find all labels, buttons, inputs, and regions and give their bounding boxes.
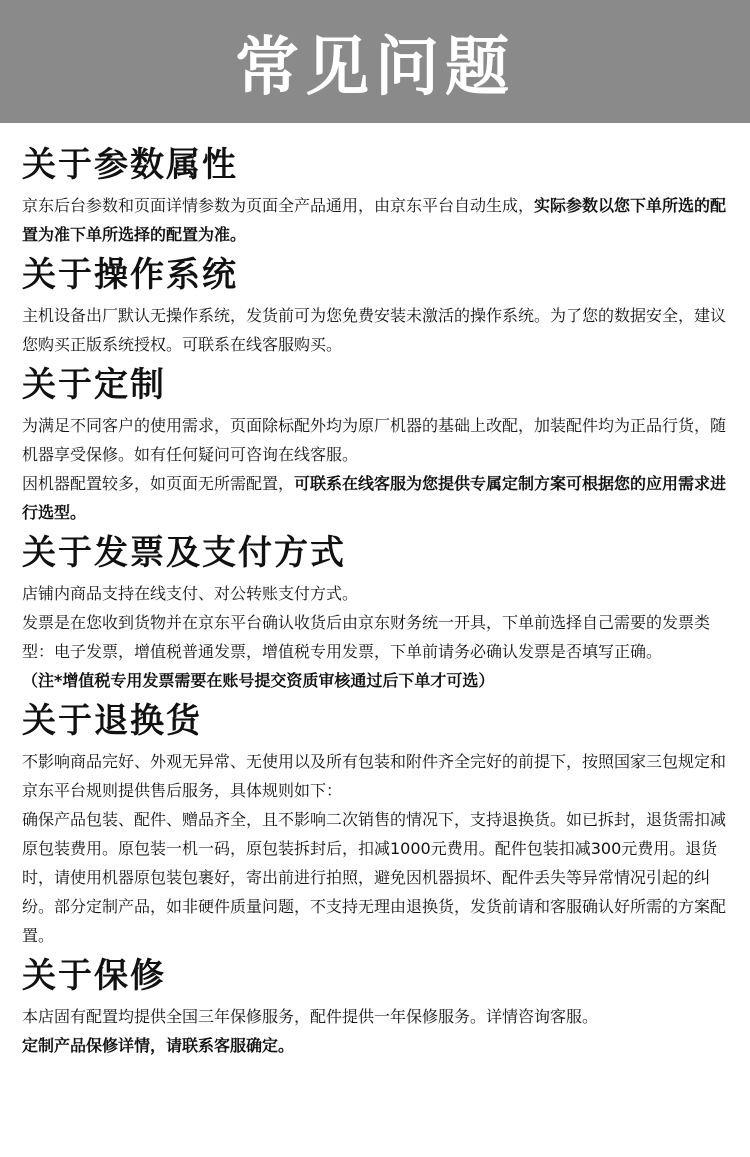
section-paragraph: 为满足不同客户的使用需求，页面除标配外均为原厂机器的基础上改配，加装配件均为正品行货，随机器享受保修。如有任何疑问可咨询在线客服。 (22, 416, 727, 464)
paragraph-text: 因机器配置较多，如页面无所需配置， (22, 474, 295, 493)
section-returns (22, 699, 732, 950)
faq-content (0, 123, 750, 1060)
section-title: 关于定制 (22, 365, 166, 405)
section-title: 关于参数属性 (22, 145, 238, 185)
section-paragraph: 发票是在您收到货物并在京东平台确认收货后由京东财务统一开具，下单前选择自己需要的发票类型：电子发票，增值税普通发票，增值税专用发票，下单前请务必确认发票是否填写正确。 (22, 613, 711, 661)
section-paragraph: 店铺内商品支持在线支付、对公转账支付方式。 (22, 584, 359, 603)
section-warranty (22, 954, 732, 1060)
section-paragraph: 定制产品保修详情，请联系客服确定。 (22, 1036, 295, 1055)
paragraph-emphasis: 可联系在线客服为您提供专属定制方案可根据您的应用需求进行选型。 (22, 474, 727, 522)
section-paragraph (22, 469, 732, 527)
section-title: 关于保修 (22, 956, 166, 996)
page-title: 常见问题 (235, 30, 515, 105)
faq-banner (0, 0, 750, 123)
section-paragraph (22, 191, 732, 249)
section-invoice-payment (22, 531, 732, 695)
section-title: 关于操作系统 (22, 255, 238, 295)
section-paragraph: 不影响商品完好、外观无异常、无使用以及所有包装和附件齐全完好的前提下，按照国家三包规定和京东平台规则提供售后服务，具体规则如下： (22, 752, 727, 800)
section-note: （注*增值税专用发票需要在账号提交资质审核通过后下单才可选） (22, 671, 495, 690)
paragraph-emphasis: 实际参数以您下单所选的配置为准下单所选择的配置为准。 (22, 196, 727, 244)
section-operating-system (22, 253, 732, 359)
section-title: 关于退换货 (22, 701, 202, 741)
section-customization (22, 363, 732, 527)
section-title: 关于发票及支付方式 (22, 533, 346, 573)
paragraph-text: 京东后台参数和页面详情参数为页面全产品通用，由京东平台自动生成， (22, 196, 535, 215)
section-paragraph: 本店固有配置均提供全国三年保修服务，配件提供一年保修服务。详情咨询客服。 (22, 1007, 599, 1026)
section-parameters (22, 143, 732, 249)
section-paragraph: 确保产品包装、配件、赠品齐全，且不影响二次销售的情况下，支持退换货。如已拆封，退货需扣减原包装费用。原包装一机一码，原包装拆封后，扣减1000元费用。配件包装扣减300元费用。退货时，请使用机器原包装包裹好，寄出前进行拍照，避免因机器损坏、配件丢失等异常情况引起的纠纷。部分定制产品，如非硬件质量问题，不支持无理由退换货，发货前请和客服确认好所需的方案配置。 (22, 810, 727, 945)
section-paragraph: 主机设备出厂默认无操作系统，发货前可为您免费安装未激活的操作系统。为了您的数据安全，建议您购买正版系统授权。可联系在线客服购买。 (22, 306, 727, 354)
